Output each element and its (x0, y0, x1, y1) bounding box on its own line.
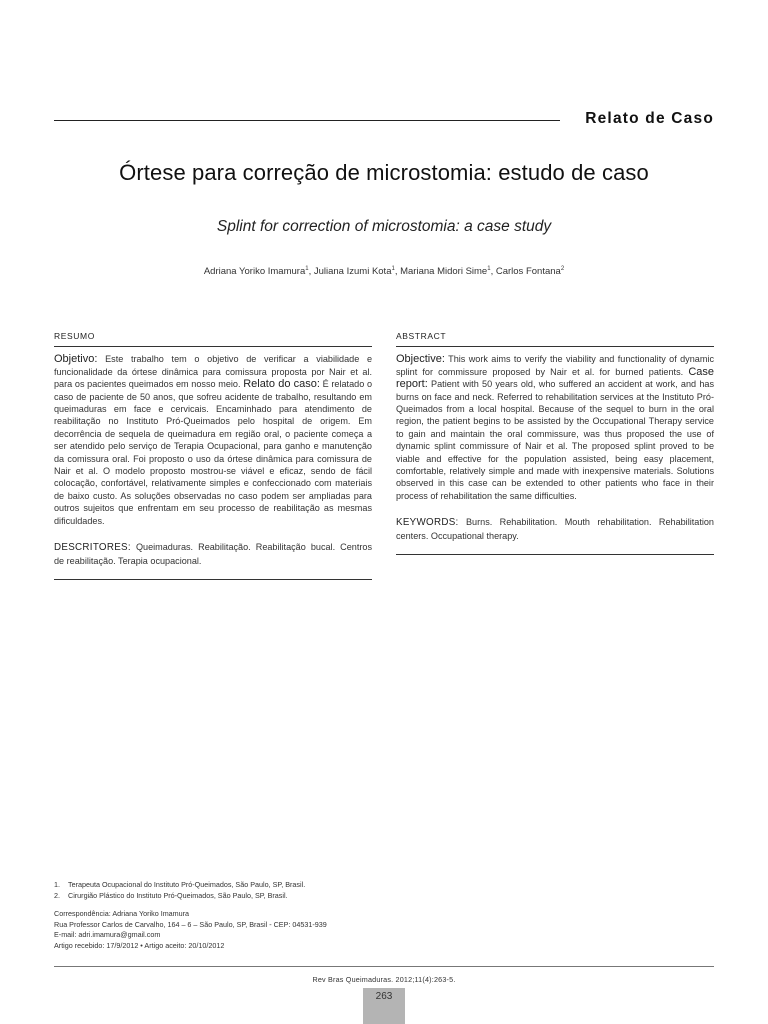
article-title: Órtese para correção de microstomia: estudo de caso (119, 160, 649, 185)
correspondence-address: Rua Professor Carlos de Carvalho, 164 – 6 – São Paulo, SP, Brasil - CEP: 04531-939 (54, 919, 327, 929)
resumo-column (54, 330, 372, 580)
descritores-text: Queimaduras. Reabilitação. Reabilitação bucal. Centros de reabilitação. Terapia ocupacional. (54, 542, 372, 566)
article-subtitle: Splint for correction of microstomia: a case study (216, 218, 552, 235)
relato-label: Relato do caso: (243, 378, 320, 391)
correspondence-line (54, 909, 504, 920)
abstract-bottom-rule (396, 554, 714, 555)
author-affiliation-mark: 1 (487, 266, 491, 272)
abstract-column (396, 330, 714, 555)
correspondence-name: Adriana Yoriko Imamura (110, 909, 190, 918)
resumo-rule (54, 346, 372, 347)
author-list: Adriana Yoriko Imamura$^1$, Juliana Izumi Kota$^1$, Mariana Midori Sime$^1$, Carlos Fontana$^2$ (203, 266, 565, 278)
section-rule (54, 120, 560, 121)
correspondence-email: E-mail: adri.imamura@gmail.com (54, 930, 161, 939)
resumo-keywords (54, 541, 372, 567)
author-affiliation-mark: 1 (305, 266, 309, 272)
objetivo-label: Objetivo: (54, 353, 98, 366)
footnote-text: Terapeuta Ocupacional do Instituto Pró-Queimados, São Paulo, SP, Brasil. (68, 880, 306, 889)
author-affiliation-mark: 1 (391, 266, 395, 272)
affiliation-footnote (54, 880, 504, 891)
resumo-bottom-rule (54, 579, 372, 580)
case-report-label: Case report: (396, 365, 714, 391)
page-number: 263 (363, 988, 405, 1024)
abstract-rule (396, 346, 714, 347)
keywords-text: Burns. Rehabilitation. Mouth rehabilitation. Rehabilitation centers. Occupational therapy. (396, 517, 714, 541)
article-dates: Artigo recebido: 17/9/2012 • Artigo aceito: 20/10/2012 (54, 940, 225, 950)
resumo-heading: RESUMO (54, 331, 95, 341)
objective-label: Objective: (396, 353, 445, 366)
footnotes (54, 880, 504, 951)
abstract-keywords (396, 516, 714, 542)
case-report-text: Patient with 50 years old, who suffered an accident at work, and has burns on face and neck. Referred to rehabilitation services at the Instituto Pró-Queimados from a local hospital. Because of the sequel to burn in the oral region, the patient begins to be assisted by the Occupational Therapy service to gain and maintain the oral commissure, was thus proposed the use of dynamic splint commissure of Nair et al. The proposed splint proved to be viable and effective for the population assisted, being easy placement, comfortable, relatively simple and made with inexpensive materials. Solutions observed in this case can be extended to other patients who face in their process of rehabilitation the same difficulties. (396, 379, 714, 501)
author-affiliation-mark: 2 (560, 266, 565, 272)
abstract-body (396, 353, 714, 502)
correspondence-label: Correspondência: (54, 909, 111, 918)
affiliation-footnote (54, 891, 504, 902)
footnote-number: 2. (54, 890, 60, 900)
abstract-heading: ABSTRACT (396, 331, 447, 341)
journal-reference: Rev Bras Queimaduras. 2012;11(4):263-5. (312, 975, 456, 984)
footnote-text: Cirurgião Plástico do Instituto Pró-Queimados, São Paulo, SP, Brasil. (68, 890, 288, 900)
objetivo-text: Este trabalho tem o objetivo de verificar a viabilidade e funcionalidade da órtese dinâmica para comissura proposta por Nair et al. para os pacientes queimados em nosso meio. (54, 354, 372, 390)
author-name: Adriana Yoriko Imamura (203, 266, 306, 278)
resumo-body (54, 353, 372, 527)
author-name: Carlos Fontana (495, 266, 561, 278)
relato-text: É relatado o caso de paciente de 50 anos, que sofreu acidente de trabalho, resultando em queimaduras em face e cervicais. Encaminhado para atendimento de reabilitação no Instituto Pró-Queimados pelo hospital de origem. Em decorrência de sequela de queimadura em região oral, o paciente começa a ser atendido pelo serviço de Terapia Ocupacional, para ganho e manutenção da comissura oral. Foi proposto o uso da órtese dinâmica para comissura de Nair et al. O modelo proposto mostrou-se viável e eficaz, sendo de fácil colocação, confortável, relativamente simples e confeccionado com materiais de baixo custo. As soluções observadas no caso podem ser ampliadas para outros sujeitos que enfrentam em seu processo de reabilitação as mesmas dificuldades. (54, 379, 373, 526)
author-name: Mariana Midori Sime (400, 266, 488, 278)
descritores-label: DESCRITORES: (54, 542, 131, 554)
objective-text: This work aims to verify the viability and functionality of dynamic splint for commissure proposed by Nair et al. for burned patients. (396, 354, 714, 377)
author-name: Juliana Izumi Kota (313, 266, 392, 278)
section-label: Relato de Caso (585, 110, 714, 127)
footnote-number: 1. (54, 880, 60, 889)
correspondence-block (54, 909, 504, 951)
keywords-label: KEYWORDS: (396, 517, 459, 529)
footer-rule (54, 966, 714, 967)
